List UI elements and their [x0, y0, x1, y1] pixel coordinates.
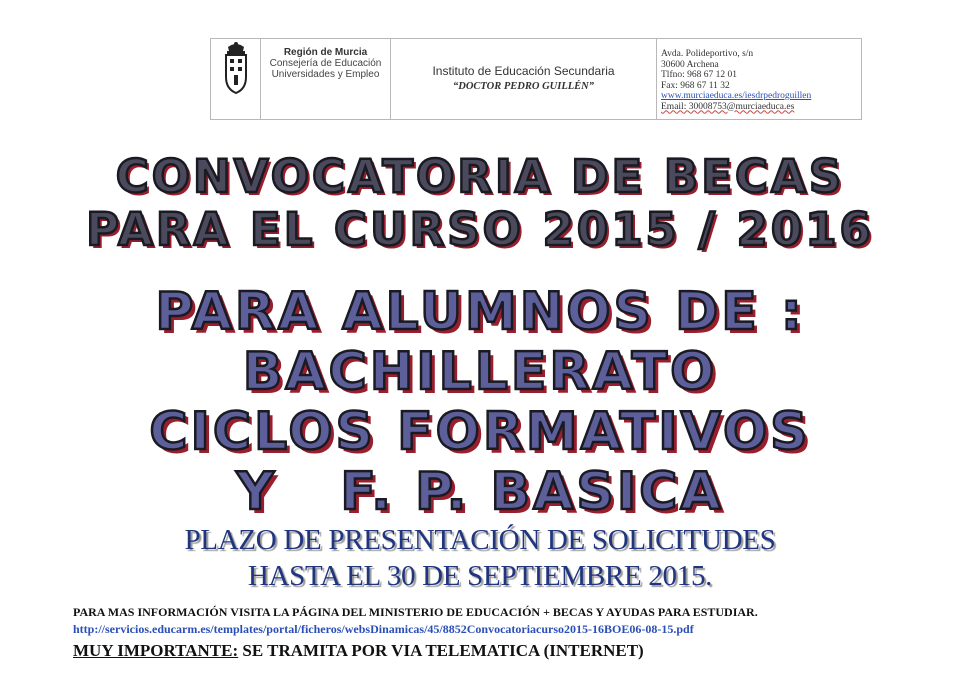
region-department: Consejería de Educación: [269, 58, 382, 69]
phone: Tlfno: 968 67 12 01: [661, 70, 737, 80]
ministry-link[interactable]: http://servicios.educarm.es/templates/portal/ficheros/websDinamicas/45/8852Convocatoriacurso2015-16BOE06-08-15.pdf: [73, 622, 694, 636]
region-department-2: Universidades y Empleo: [271, 69, 380, 80]
institute-title: Instituto de Educación Secundaria: [432, 64, 615, 78]
deadline-line-1: PLAZO DE PRESENTACIÓN DE SOLICITUDES: [184, 524, 776, 556]
email: Email: 30008753@murciaeduca.es: [661, 101, 795, 112]
region-title: Región de Murcia: [283, 47, 368, 58]
coat-of-arms-icon: [211, 39, 261, 119]
important-note: [73, 641, 644, 661]
letterhead: [210, 38, 862, 120]
institute-name: “DOCTOR PEDRO GUILLÉN”: [453, 81, 594, 92]
headline-line-2: PARA EL CURSO 2015 / 2016: [86, 203, 874, 256]
website-link[interactable]: www.murciaeduca.es/iesdrpedroguillen: [661, 91, 812, 101]
headline-line-1: CONVOCATORIA DE BECAS: [115, 150, 845, 203]
fax: Fax: 968 67 11 32: [661, 80, 730, 91]
audience-line-2: BACHILLERATO: [242, 342, 718, 402]
audience-line-4: Y F. P. BASICA: [236, 462, 724, 522]
postal-code: 30600 Archena: [661, 59, 719, 70]
region-block: [261, 39, 391, 119]
audience-line-3: CICLOS FORMATIVOS: [149, 402, 811, 462]
institute-block: [391, 39, 657, 119]
important-label: MUY IMPORTANTE:: [73, 641, 239, 660]
info-text: PARA MAS INFORMACIÓN VISITA LA PÁGINA DEL MINISTERIO DE EDUCACIÓN + BECAS Y AYUDAS PARA ESTUDIAR.: [73, 605, 758, 619]
address: Avda. Polideportivo, s/n: [661, 49, 754, 59]
important-text: SE TRAMITA POR VIA TELEMATICA (INTERNET): [238, 641, 644, 660]
contact-block: [657, 39, 861, 119]
audience-line-1: PARA ALUMNOS DE :: [155, 282, 805, 342]
deadline-line-2: HASTA EL 30 DE SEPTIEMBRE 2015.: [247, 560, 713, 592]
